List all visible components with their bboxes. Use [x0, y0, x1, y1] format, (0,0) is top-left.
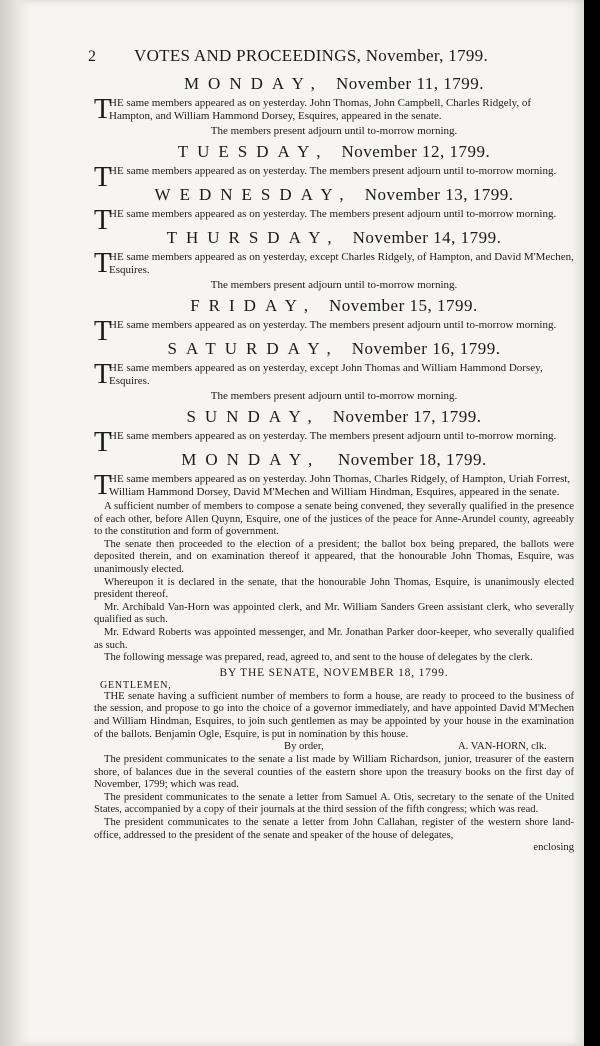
entry-body: HE same members appeared as on yesterday. John Thomas, Charles Ridgely, of Hampton, Uriah Forrest, William Hammond Dorsey, David M'Mechen and William Hindman, Esquires, appeared in the senate.	[109, 473, 571, 498]
adjourn-line: The members present adjourn until to-morrow morning.	[210, 125, 458, 137]
day-name: WEDNESDAY,	[154, 185, 353, 204]
day-heading	[94, 185, 574, 205]
paragraph: Mr. Archibald Van-Horn was appointed clerk, and Mr. William Sanders Green assistant clerk, who severally qualified as such.	[94, 601, 574, 626]
paragraph: The president communicates to the senate a list made by William Richardson, junior, treasurer of the eastern shore, of balances due in the several counties of the eastern shore upon the treasury books on the first day of November, 1799; which was read.	[94, 754, 574, 791]
paragraph: The president communicates to the senate a letter from John Callahan, register of the western shore land-office, addressed to the president of the senate and speaker of the house of delegates,	[94, 817, 574, 841]
day-heading	[94, 74, 574, 94]
day-date: November 11, 1799.	[335, 74, 485, 93]
day-name: MONDAY,	[183, 74, 324, 93]
day-entry	[94, 74, 574, 138]
drop-cap: T	[94, 359, 112, 390]
day-name: TUESDAY,	[177, 142, 330, 161]
entry-text	[94, 316, 574, 347]
paragraph: The senate then proceeded to the election of a president; the ballot box being prepared, the ballots were deposited therein, and on examination thereof it appeared, that the honourable John Thomas, Esquire, was unanimously elected.	[94, 538, 574, 575]
day-entry	[94, 142, 574, 193]
day-name: FRIDAY,	[190, 296, 318, 315]
drop-cap: T	[94, 248, 112, 279]
running-head-title: VOTES AND PROCEEDINGS, November, 1799.	[134, 46, 489, 65]
running-head	[88, 46, 574, 72]
entry-text	[94, 94, 574, 125]
day-heading	[94, 296, 574, 316]
page-number: 2	[88, 48, 97, 65]
day-date: November 18, 1799.	[337, 450, 487, 469]
day-name: THURSDAY,	[166, 228, 341, 247]
day-date: November 16, 1799.	[351, 339, 501, 358]
entry-body: HE same members appeared as on yesterday. The members present adjourn until to-morrow morning.	[109, 208, 557, 220]
day-heading	[94, 142, 574, 162]
adjourn-line: The members present adjourn until to-morrow morning.	[210, 279, 458, 291]
entry-text	[94, 359, 574, 390]
day-entry	[94, 407, 574, 458]
proceedings-paragraphs	[94, 501, 574, 665]
entry-body: HE same members appeared as on yesterday. The members present adjourn until to-morrow morning.	[109, 165, 557, 177]
paragraph: Whereupon it is declared in the senate, that the honourable John Thomas, Esquire, is unanimously elected president thereof.	[94, 576, 574, 601]
day-name: SUNDAY,	[186, 407, 321, 426]
salutation: GENTLEMEN,	[100, 679, 172, 691]
catchword: enclosing	[533, 842, 574, 854]
page-content	[88, 46, 574, 854]
clerk-signature: A. VAN-HORN, clk.	[458, 741, 547, 753]
day-date: November 13, 1799.	[364, 185, 514, 204]
day-entry	[94, 228, 574, 292]
entry-body: HE same members appeared as on yesterday. The members present adjourn until to-morrow morning.	[109, 319, 557, 331]
entry-body: HE same members appeared as on yesterday. John Thomas, John Campbell, Charles Ridgely, of Hampton, and William Hammond Dorsey, Esquires, appeared in the senate.	[109, 97, 532, 122]
senate-message-heading: BY THE SENATE, NOVEMBER 18, 1799.	[219, 666, 449, 679]
entry-text	[94, 248, 574, 279]
day-heading	[94, 407, 574, 427]
paragraph: Mr. Edward Roberts was appointed messenger, and Mr. Jonathan Parker door-keeper, who severally qualified as such.	[94, 626, 574, 651]
drop-cap: T	[94, 427, 112, 458]
day-entry	[94, 296, 574, 347]
binding-shadow	[0, 0, 30, 1046]
signature-line	[94, 741, 574, 754]
day-name: SATURDAY,	[167, 339, 340, 358]
day-heading	[94, 228, 574, 248]
entry-body: HE same members appeared as on yesterday, except Charles Ridgely, of Hampton, and David M'Mechen, Esquires.	[109, 251, 574, 276]
paragraph: The following message was prepared, read, agreed to, and sent to the house of delegates by the clerk.	[104, 652, 533, 664]
day-heading	[94, 339, 574, 359]
adjourn-line: The members present adjourn until to-morrow morning.	[210, 390, 458, 402]
day-date: November 17, 1799.	[332, 407, 482, 426]
entry-text	[94, 162, 574, 193]
communications-paragraphs	[94, 754, 574, 842]
paragraph: The president communicates to the senate a letter from Samuel A. Otis, secretary to the senate of the United States, accompanied by a copy of their journals at the third session of the fifth congress; which was read.	[94, 791, 574, 816]
drop-cap: T	[94, 205, 112, 236]
drop-cap: T	[94, 94, 112, 125]
drop-cap: T	[94, 316, 112, 347]
by-order: By order,	[284, 741, 324, 753]
drop-cap: T	[94, 470, 112, 501]
day-heading	[94, 450, 574, 470]
day-date: November 15, 1799.	[329, 296, 478, 315]
day-name: MONDAY,	[181, 450, 322, 469]
day-date: November 12, 1799.	[341, 142, 491, 161]
entry-body: HE same members appeared as on yesterday, except John Thomas and William Hammond Dorsey, Esquires.	[109, 362, 543, 387]
day-entry	[94, 339, 574, 403]
entry-text	[94, 470, 574, 501]
paragraph: A sufficient number of members to compose a senate being convened, they severally qualified in the presence of each other, before Allen Quynn, Esquire, one of the justices of the peace for Anne-Arundel county, agreeably to the constitution and form of government.	[94, 501, 574, 538]
drop-cap: T	[94, 162, 112, 193]
day-date: November 14, 1799.	[352, 228, 502, 247]
day-entry	[94, 185, 574, 236]
entry-text	[94, 205, 574, 236]
entry-body: HE same members appeared as on yesterday. The members present adjourn until to-morrow morning.	[109, 430, 557, 442]
senate-message-body: THE senate having a sufficient number of members to form a house, are ready to proceed to the business of the session, and propose to go into the choice of a governor immediately, and have appointed David M'Mechen and William Hindman, Esquires, to join such gentlemen as may be appointed by your house in the examination of the ballots. Benjamin Ogle, Esquire, is put in nomination by this house.	[94, 690, 574, 740]
day-entries	[94, 74, 574, 458]
day-entry-november-18	[94, 450, 574, 854]
entry-text	[94, 427, 574, 458]
